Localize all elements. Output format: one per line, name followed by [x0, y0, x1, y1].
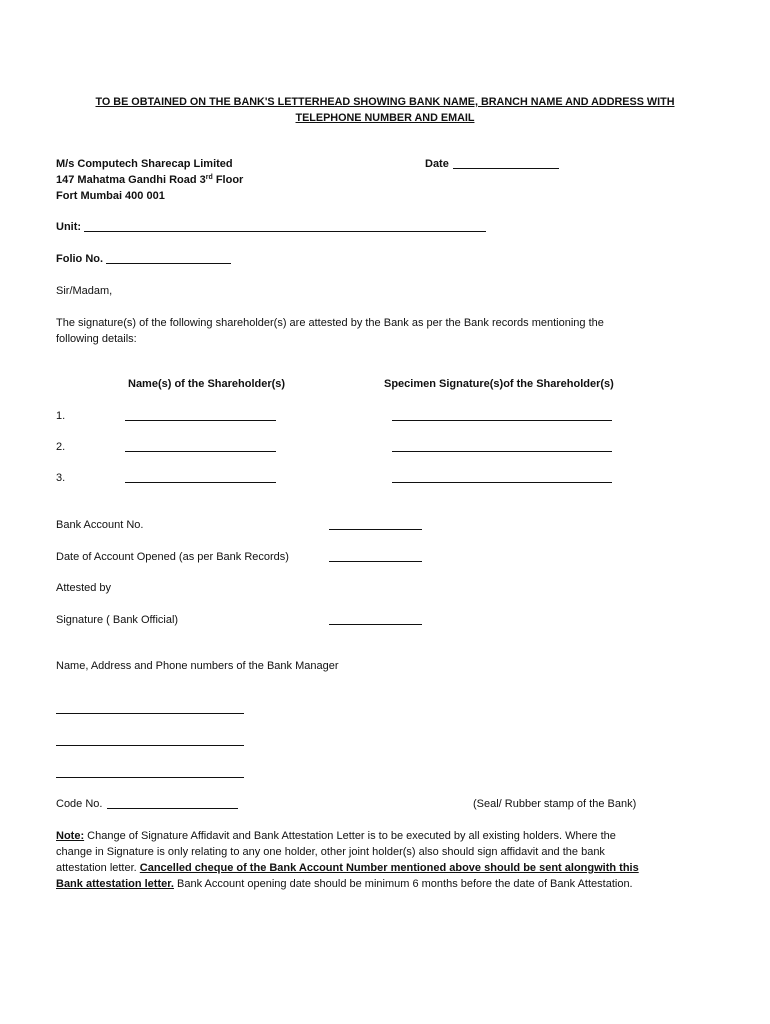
- seal-label: (Seal/ Rubber stamp of the Bank): [473, 798, 637, 810]
- row-number: 2.: [56, 441, 66, 453]
- shareholder-name-field[interactable]: [125, 420, 276, 421]
- row-number: 1.: [56, 410, 66, 422]
- folio-label: Folio No.: [56, 253, 104, 265]
- heading-line-2: TELEPHONE NUMBER AND EMAIL: [295, 112, 475, 124]
- note-paragraph: [56, 828, 646, 892]
- bank-manager-label: Name, Address and Phone numbers of the Bank Manager: [56, 660, 339, 672]
- salutation: Sir/Madam,: [56, 285, 113, 297]
- bank-manager-line-1[interactable]: [56, 713, 244, 714]
- specimen-signature-field[interactable]: [392, 420, 612, 421]
- note-bold-text: Cancelled cheque of the Bank Account Number mentioned above should be sent alongwith this Bank attestation letter.: [56, 862, 639, 890]
- address-line-2: 147 Mahatma Gandhi Road 3rd Floor: [56, 174, 244, 186]
- signature-label: Signature ( Bank Official): [56, 614, 179, 626]
- bank-manager-line-2[interactable]: [56, 745, 244, 746]
- signatures-column-header: Specimen Signature(s)of the Shareholder(s): [384, 378, 614, 390]
- attested-by-label: Attested by: [56, 582, 112, 594]
- unit-field[interactable]: [84, 231, 486, 232]
- date-label: Date: [425, 158, 449, 170]
- specimen-signature-field[interactable]: [392, 451, 612, 452]
- bank-account-field[interactable]: [329, 529, 422, 530]
- folio-field[interactable]: [106, 263, 231, 264]
- code-field[interactable]: [107, 808, 238, 809]
- bank-account-label: Bank Account No.: [56, 519, 144, 531]
- date-opened-field[interactable]: [329, 561, 422, 562]
- row-number: 3.: [56, 472, 66, 484]
- address-line-3: Fort Mumbai 400 001: [56, 190, 165, 202]
- date-opened-label: Date of Account Opened (as per Bank Records): [56, 551, 289, 563]
- intro-paragraph: The signature(s) of the following shareholder(s) are attested by the Bank as per the Bank records mentioning the following details:: [56, 317, 604, 345]
- code-label: Code No.: [56, 798, 103, 810]
- note-text-2: Bank Account opening date should be minimum 6 months before the date of Bank Attestation.: [173, 878, 633, 890]
- signature-field[interactable]: [329, 624, 422, 625]
- document-heading: [56, 94, 714, 126]
- note-text-1: Change of Signature Affidavit and Bank Attestation Letter is to be executed by all existing holders. Where the change in Signature is only relating to any one holder, other joint holder(s) also should sign affidavit and the bank attestation letter.: [56, 830, 616, 874]
- note-label: Note:: [56, 830, 85, 842]
- shareholder-name-field[interactable]: [125, 451, 276, 452]
- heading-line-1: TO BE OBTAINED ON THE BANK'S LETTERHEAD SHOWING BANK NAME, BRANCH NAME AND ADDRESS WITH: [95, 96, 675, 108]
- unit-label: Unit:: [56, 221, 82, 233]
- address-line-1: M/s Computech Sharecap Limited: [56, 158, 233, 170]
- names-column-header: Name(s) of the Shareholder(s): [128, 378, 286, 390]
- date-field[interactable]: [453, 168, 559, 169]
- bank-manager-line-3[interactable]: [56, 777, 244, 778]
- specimen-signature-field[interactable]: [392, 482, 612, 483]
- shareholder-name-field[interactable]: [125, 482, 276, 483]
